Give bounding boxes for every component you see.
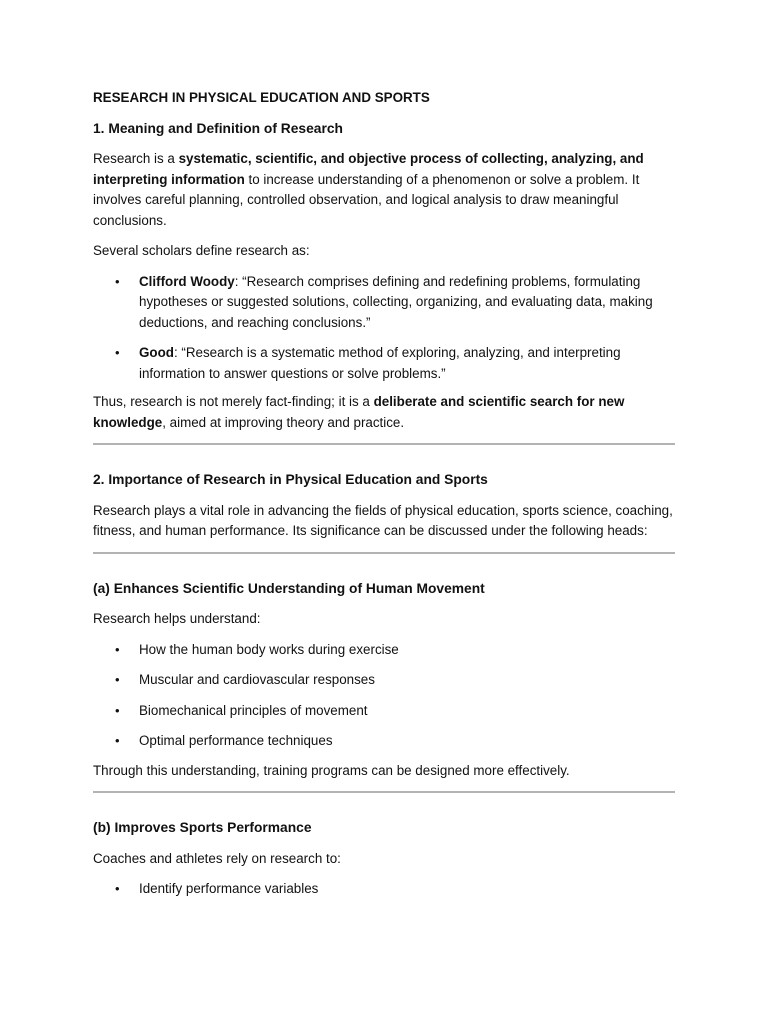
list-item-text: Muscular and cardiovascular responses [139,672,375,687]
subsection-a-lead: Research helps understand: [93,611,261,626]
list-item [93,640,675,661]
document-title: RESEARCH IN PHYSICAL EDUCATION AND SPORTS [93,90,430,105]
definitions-list [93,272,675,385]
section-divider [93,791,675,793]
bullet-icon: • [115,733,120,748]
conclusion-text-start: Thus, research is not merely fact-finding; it is a [93,394,374,409]
section-2-heading: 2. Importance of Research in Physical Education and Sports [93,472,488,487]
definition-text: : “Research is a systematic method of exploring, analyzing, and interpreting information to answer questions or solve problems.” [139,345,621,381]
section-2-text: Research plays a vital role in advancing the fields of physical education, sports science, coaching, fitness, and human performance. Its significance can be discussed under the following heads: [93,502,673,538]
bullet-icon: • [115,881,120,896]
definition-text: : “Research comprises defining and redefining problems, formulating hypotheses or suggested solutions, collecting, organizing, and evaluating data, making deductions, and reaching conclusions.” [139,273,653,330]
subsection-a-list [93,640,675,752]
subsection-a-heading: (a) Enhances Scientific Understanding of Human Movement [93,580,485,596]
list-item-text: How the human body works during exercise [139,641,399,657]
list-item [93,731,675,752]
section-divider [93,443,675,445]
scholars-lead: Several scholars define research as: [93,243,310,258]
intro-text-start: Research is a [93,151,179,166]
list-item [93,670,675,691]
definition-item [93,272,675,334]
intro-text-end: to increase understanding of a phenomenon or solve a problem. It involves careful planning, controlled observation, and logical analysis to draw meaningful conclusions. [93,171,640,228]
scholar-name: Clifford Woody [139,273,235,289]
subsection-b-list [93,879,675,900]
conclusion-text-end: , aimed at improving theory and practice. [162,414,405,430]
section-1-intro [93,149,675,231]
list-item-text: Identify performance variables [139,881,319,896]
section-1-heading: 1. Meaning and Definition of Research [93,120,343,136]
subsection-b-heading: (b) Improves Sports Performance [93,820,312,835]
list-item-text: Biomechanical principles of movement [139,702,368,718]
section-divider [93,552,675,554]
conclusion-emphasis: deliberate and scientific search for new knowledge [93,394,625,430]
bullet-icon: • [115,702,120,718]
subsection-b-lead: Coaches and athletes rely on research to: [93,850,341,866]
bullet-icon: • [115,345,120,360]
bullet-icon: • [115,672,120,687]
subsection-a-closing: Through this understanding, training programs can be designed more effectively. [93,762,570,778]
list-item [93,879,675,900]
scholar-name: Good [139,345,174,360]
definition-item [93,343,675,384]
document-page [93,86,675,900]
section-1-conclusion [93,392,675,433]
list-item [93,701,675,722]
bullet-icon: • [115,641,120,657]
bullet-icon: • [115,273,120,289]
list-item-text: Optimal performance techniques [139,733,333,748]
intro-emphasis: systematic, scientific, and objective process of collecting, analyzing, and interpreting information [93,151,644,187]
